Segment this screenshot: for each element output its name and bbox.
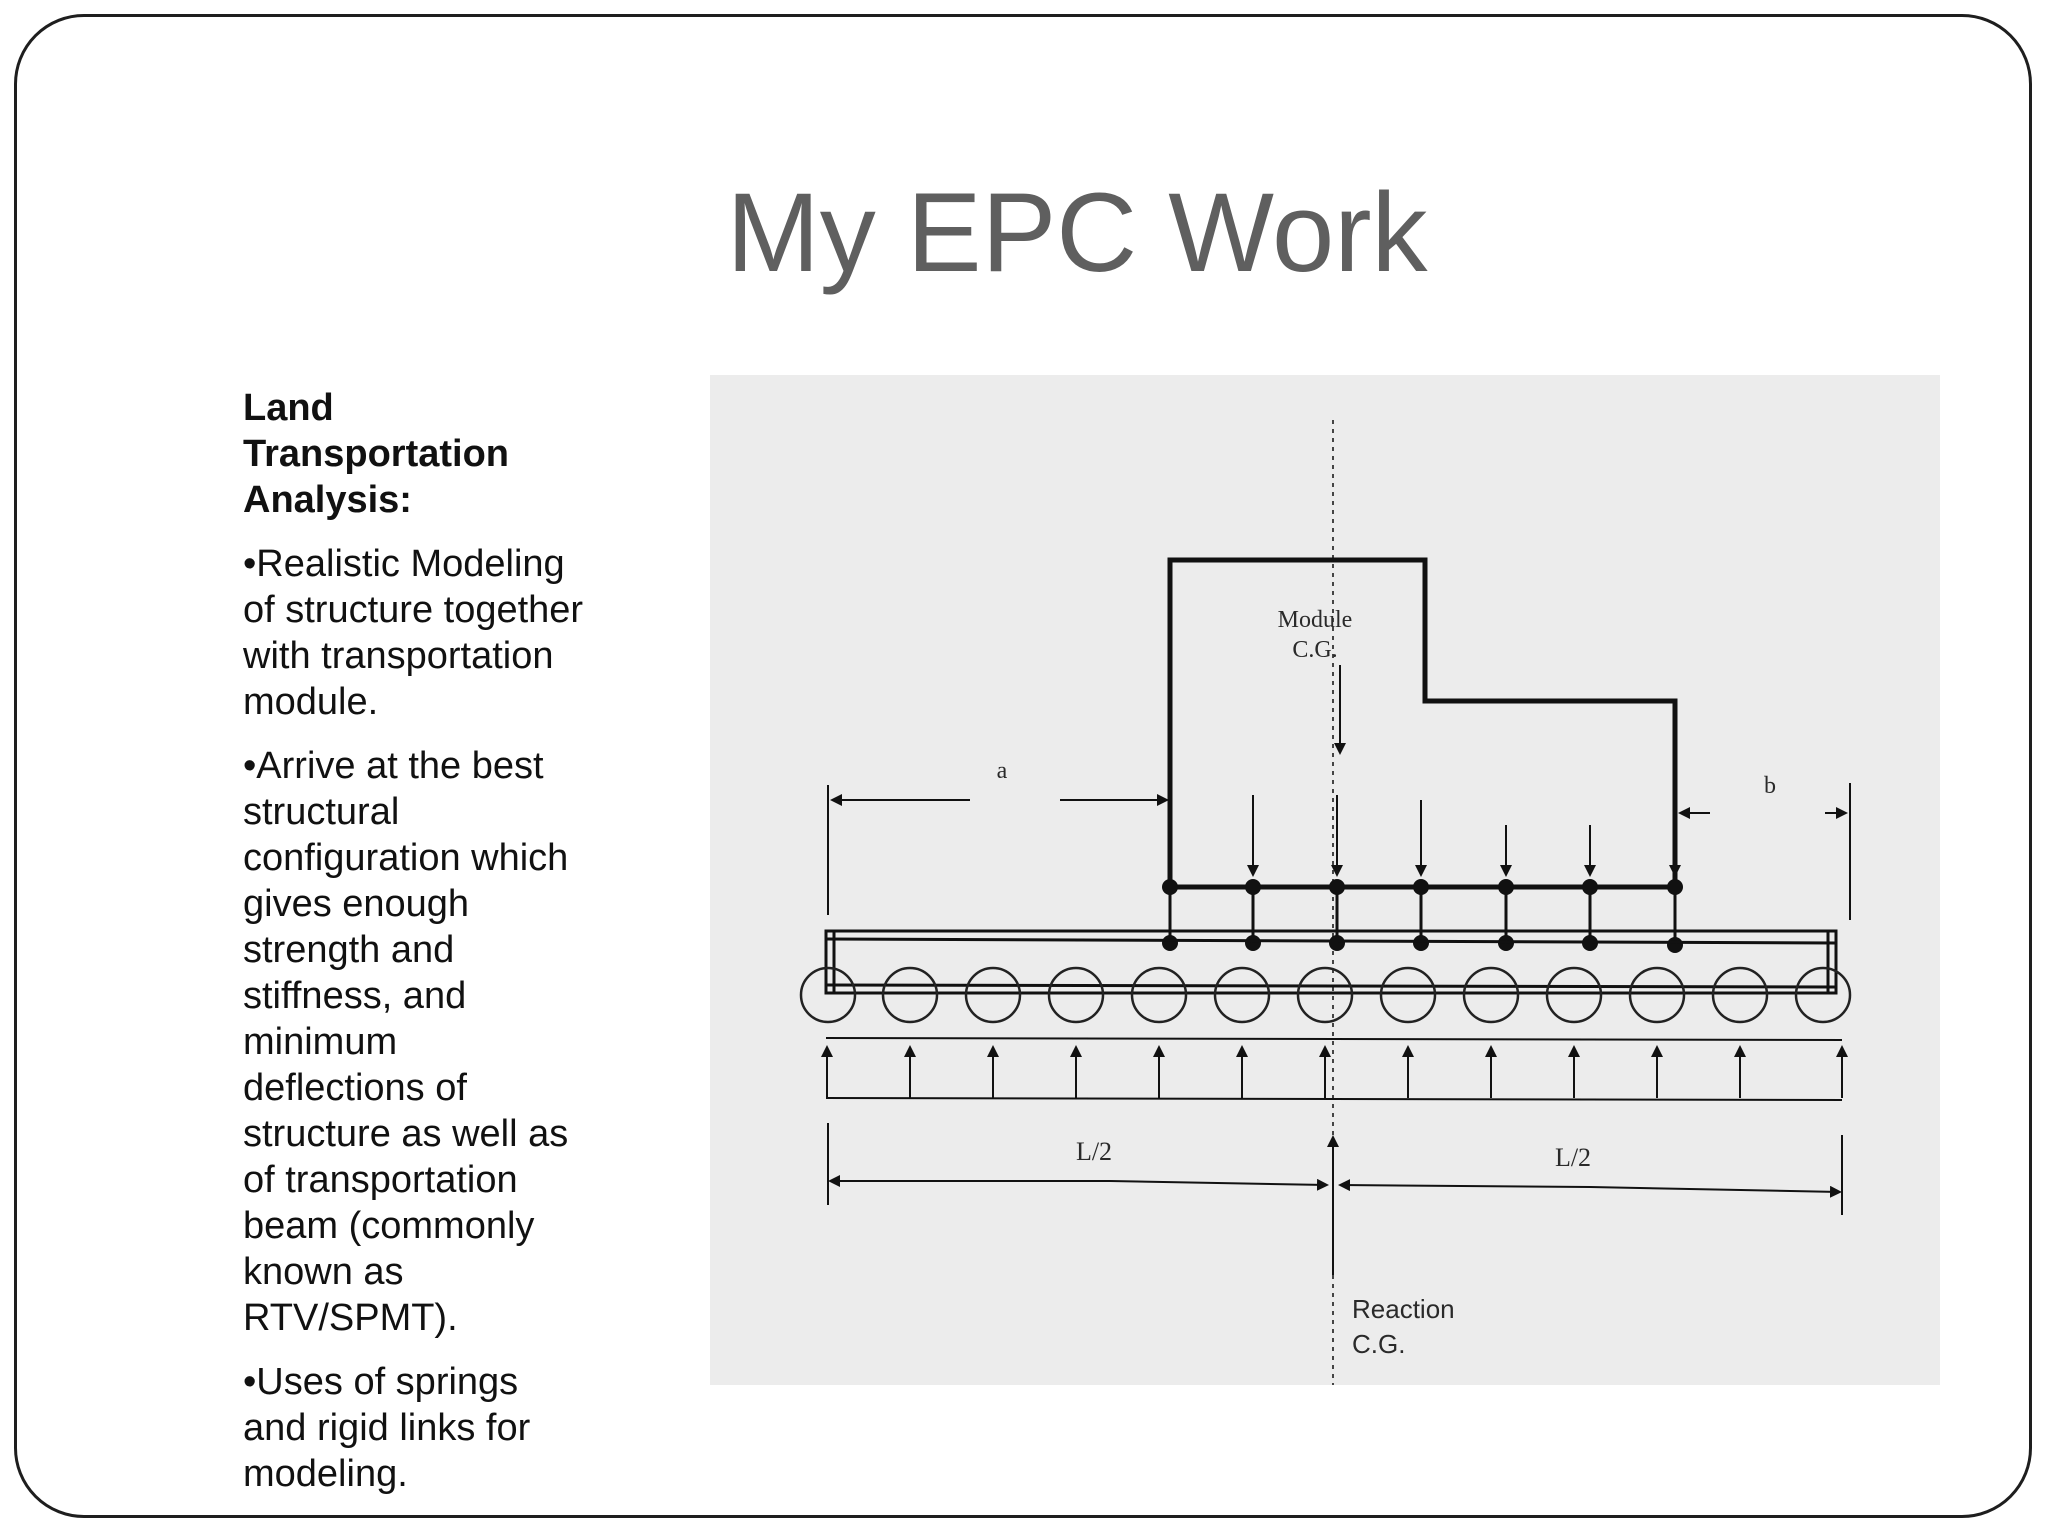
reaction-top-line: [826, 1038, 1842, 1040]
module-load-arrows: [1253, 795, 1675, 875]
reaction-arrows: [827, 1047, 1842, 1098]
dim-half-right-arrow-r: [1590, 1187, 1840, 1192]
slide-text-block: [243, 385, 663, 1515]
module-label: Module: [1277, 607, 1353, 633]
section-heading: Land Transportation Analysis:: [243, 387, 510, 521]
slide-title: My EPC Work: [726, 170, 1428, 295]
transportation-diagram: [710, 375, 1940, 1385]
dim-b-label: b: [1764, 773, 1776, 799]
wheel-springs: [801, 968, 1850, 1022]
reaction-base-line: [826, 1098, 1842, 1100]
half-span-right-label: L/2: [1554, 1143, 1592, 1172]
module-cg-label: C.G.: [1292, 637, 1338, 663]
module-outline: [1170, 560, 1675, 887]
dim-half-right-arrow-l: [1340, 1185, 1590, 1187]
reaction-cg-label: C.G.: [1352, 1329, 1406, 1359]
bullet-item-configuration: •Arrive at the best structural configuration which gives enough strength and stiffness, and minimum deflections of structure as well as of transportation beam (commonly known as RTV/SPMT).: [243, 745, 569, 1339]
dim-half-left-arrow-r: [1110, 1181, 1327, 1185]
half-span-left-label: L/2: [1075, 1137, 1113, 1166]
diagram-svg: [710, 375, 1940, 1385]
dim-a-label: a: [996, 758, 1008, 784]
transport-beam: [826, 931, 1836, 993]
slide-frame: [14, 14, 2032, 1518]
beam-nodes: [1162, 935, 1683, 953]
bullet-item-springs: •Uses of springs and rigid links for modeling.: [243, 1361, 531, 1495]
reaction-label: Reaction: [1352, 1294, 1455, 1324]
bullet-item-modeling: •Realistic Modeling of structure together with transportation module.: [243, 543, 584, 723]
